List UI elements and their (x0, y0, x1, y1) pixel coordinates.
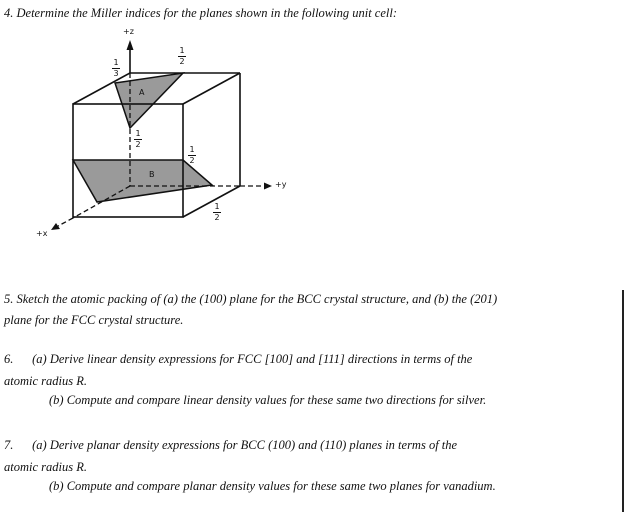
question-5-line-2: plane for the FCC crystal structure. (4, 313, 184, 327)
fraction-numerator: 1 (113, 58, 119, 67)
question-5-line-1: 5. Sketch the atomic packing of (a) the (100) plane for the BCC crystal structure, and (b) the (201) (4, 292, 498, 306)
fraction-half-z-axis (133, 130, 143, 149)
question-6-line-3: (b) Compute and compare linear density values for these same two directions for silver. (49, 393, 487, 407)
fraction-denominator: 2 (214, 213, 220, 222)
fraction-numerator: 1 (214, 202, 220, 211)
fraction-numerator: 1 (179, 46, 185, 55)
fraction-numerator: 1 (189, 145, 195, 154)
axis-x-label: +x (36, 229, 48, 238)
fraction-numerator: 1 (135, 129, 141, 138)
question-6-line-2: atomic radius R. (4, 374, 87, 388)
plane-b-label: B (149, 170, 155, 179)
question-7-line-3: (b) Compute and compare planar density values for these same two planes for vanadium. (49, 479, 496, 493)
plane-a (115, 73, 183, 128)
fraction-denominator: 2 (189, 156, 195, 165)
fraction-denominator: 2 (135, 140, 141, 149)
fraction-denominator: 2 (179, 57, 185, 66)
axis-z-label: +z (123, 27, 134, 36)
question-4: 4. Determine the Miller indices for the planes shown in the following unit cell: (4, 6, 397, 20)
x-axis-arrow (51, 223, 60, 230)
question-7-line-2: atomic radius R. (4, 460, 87, 474)
fraction-half-right-edge (187, 146, 197, 165)
plane-a-label: A (139, 88, 145, 97)
fraction-one-third (111, 59, 121, 78)
plane-b (73, 160, 212, 202)
right-margin-rule (622, 290, 624, 512)
question-6-line-1: 6. (a) Derive linear density expressions for FCC [100] and [111] directions in terms of the (4, 352, 473, 366)
z-axis-arrow (127, 40, 134, 50)
fraction-half-top (177, 47, 187, 66)
fraction-denominator: 3 (113, 69, 119, 78)
question-7-line-1: 7. (a) Derive planar density expressions for BCC (100) and (110) planes in terms of the (4, 438, 458, 452)
fraction-half-bottom (212, 203, 222, 222)
y-axis-arrow (264, 183, 272, 190)
axis-y-label: +y (275, 180, 287, 189)
